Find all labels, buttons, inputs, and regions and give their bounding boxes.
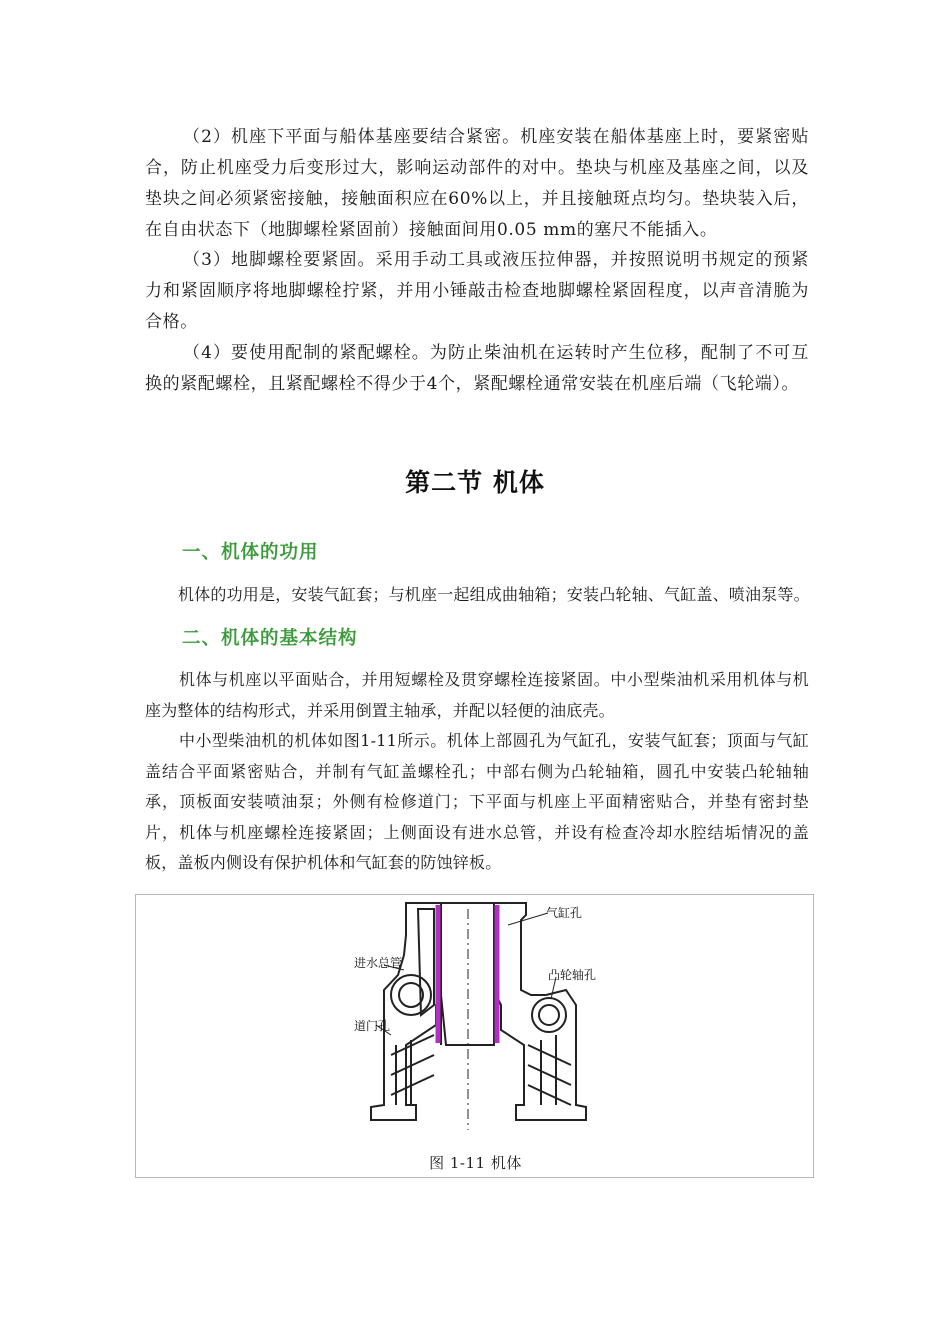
paragraph-foundation-contact: （2）机座下平面与船体基座要结合紧密。机座安装在船体基座上时，要紧密贴合，防止机座受力后变形过大，影响运动部件的对中。垫块与机座及基座之间，以及垫块之间必须紧密接触，接触面积应在60%以上，并且接触斑点均匀。垫块装入后，在自由状态下（地脚螺栓紧固前）接触面间用0.05 mm的塞尺不能插入。 bbox=[145, 127, 809, 240]
paragraph-structure-2: 中小型柴油机的机体如图1-11所示。机体上部圆孔为气缸孔，安装气缸套；顶面与气缸盖结合平面紧密贴合，并制有气缸盖螺栓孔；中部右侧为凸轮轴箱，圆孔中安装凸轮轴轴承，顶板面安装喷油泵；外侧有检修道门；下平面与机座上平面精密贴合，并垫有密封垫片，机体与机座螺栓连接紧固；上侧面设有进水总管，并设有检查冷却水腔结垢情况的盖板，盖板内侧设有保护机体和气缸套的防蚀锌板。 bbox=[145, 731, 809, 872]
label-cylinder-hole: 气缸孔 bbox=[546, 906, 583, 920]
figure-caption: 图 1-11 机体 bbox=[429, 1154, 522, 1172]
paragraph-fitted-bolts: （4）要使用配制的紧配螺栓。为防止柴油机在运转时产生位移，配制了不可互换的紧配螺栓，且紧配螺栓不得少于4个，紧配螺栓通常安装在机座后端（飞轮端）。 bbox=[145, 343, 809, 394]
paragraph-function: 机体的功用是，安装气缸套；与机座一起组成曲轴箱；安装凸轮轴、气缸盖、喷油泵等。 bbox=[178, 585, 810, 604]
paragraph-structure-1: 机体与机座以平面贴合，并用短螺栓及贯穿螺栓连接紧固。中小型柴油机采用机体与机座为整体的结构形式，并采用倒置主轴承，并配以轻便的油底壳。 bbox=[145, 670, 809, 720]
paragraph-anchor-bolts: （3）地脚螺栓要紧固。采用手动工具或液压拉伸器，并按照说明书规定的预紧力和紧固顺序将地脚螺栓拧紧，并用小锤敲击检查地脚螺栓紧固程度，以声音清脆为合格。 bbox=[145, 250, 809, 332]
label-camshaft-hole: 凸轮轴孔 bbox=[548, 968, 597, 982]
section-title: 第二节 机体 bbox=[405, 468, 545, 497]
engine-block-drawing bbox=[136, 895, 815, 1179]
figure-engine-block bbox=[135, 894, 814, 1178]
subsection-title-function: 一、机体的功用 bbox=[182, 542, 319, 563]
label-inlet-manifold: 进水总管 bbox=[354, 956, 403, 970]
label-access-door: 道门孔 bbox=[354, 1019, 391, 1033]
subsection-title-structure: 二、机体的基本结构 bbox=[182, 628, 358, 649]
